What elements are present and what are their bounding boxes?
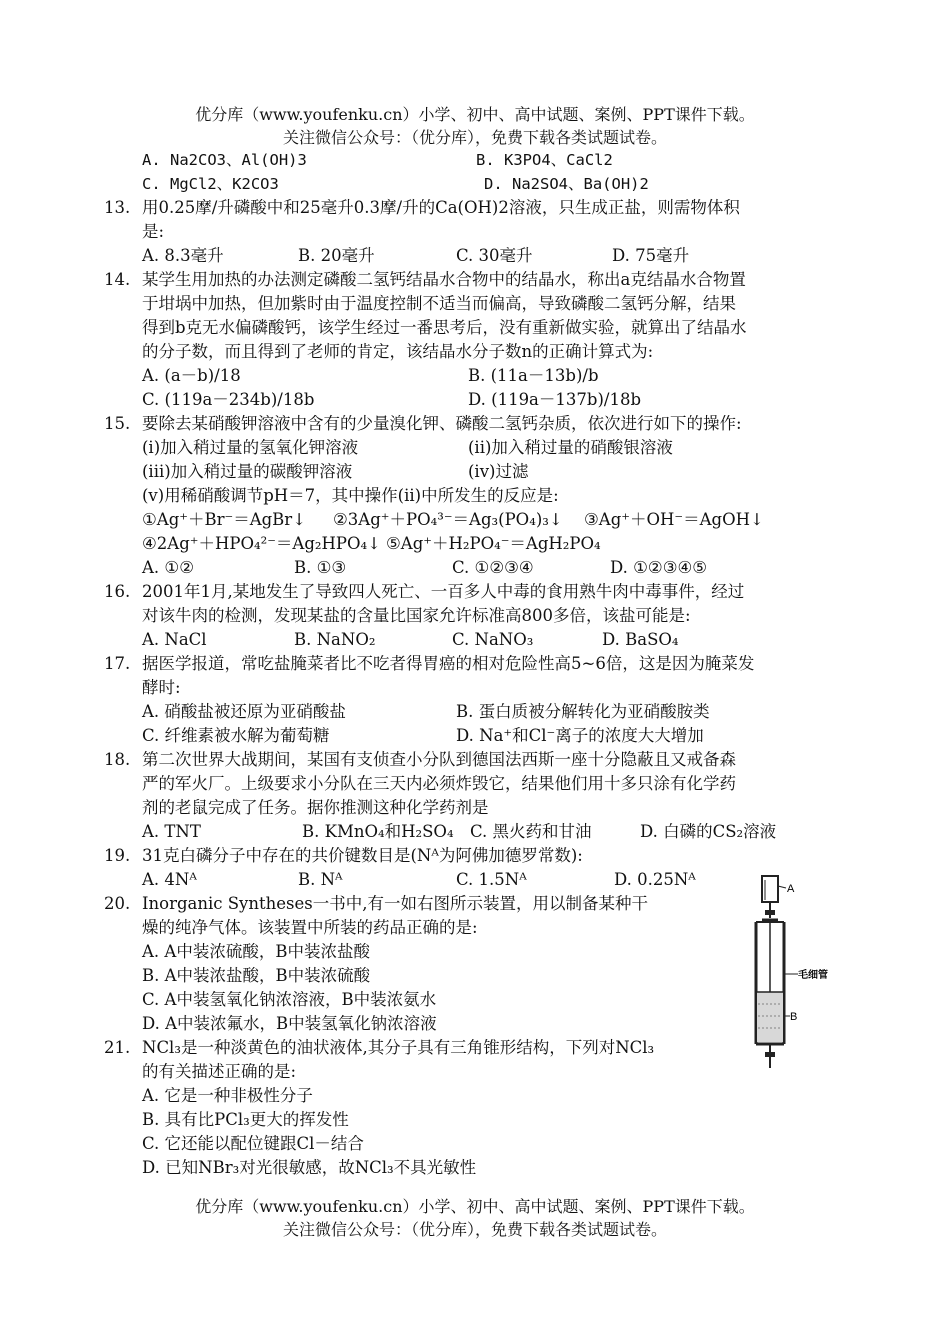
label-b: B — [790, 1011, 798, 1023]
q17-option-a: A. 硝酸盐被还原为亚硝酸盐 — [142, 702, 346, 721]
q14-option-b: B. (11a－13b)/b — [468, 366, 599, 385]
q15-reaction-1: ①Ag⁺＋Br⁻＝AgBr↓ — [142, 510, 307, 529]
q21-option-b: B. 具有比PCl₃更大的挥发性 — [142, 1110, 349, 1129]
q17-option-b: B. 蛋白质被分解转化为亚硝酸胺类 — [456, 702, 710, 721]
q21-stem-line2: 的有关描述正确的是: — [142, 1062, 297, 1081]
q15-reaction-5: ⑤Ag⁺＋H₂PO₄⁻＝AgH₂PO₄ — [386, 534, 601, 553]
q13-option-a: A. 8.3毫升 — [142, 246, 224, 265]
stopcock-upper — [765, 910, 775, 915]
q15-operation-5: (v)用稀硝酸调节pH＝7，其中操作(ii)中所发生的反应是: — [142, 486, 559, 505]
q17-stem-line1: 据医学报道，常吃盐腌菜者比不吃者得胃癌的相对危险性高5~6倍，这是因为腌菜发 — [142, 654, 755, 673]
q13-option-b: B. 20毫升 — [298, 246, 375, 265]
q18-option-b: B. KMnO₄和H₂SO₄ — [302, 822, 454, 841]
q15-reaction-2: ②3Ag⁺＋PO₄³⁻＝Ag₃(PO₄)₃↓ — [333, 510, 563, 529]
liquid-b — [757, 992, 783, 1042]
q19-stem-line1: 31克白磷分子中存在的共价键数目是(Nᴬ为阿佛加德罗常数): — [142, 846, 583, 865]
q20-stem-line1: Inorganic Syntheses一书中,有一如右图所示装置，用以制备某种干 — [142, 894, 648, 913]
q14-stem-line4: 的分子数，而且得到了老师的肯定，该结晶水分子数n的正确计算式为: — [142, 342, 654, 361]
q15-operation-3: (iii)加入稍过量的碳酸钾溶液 — [142, 462, 353, 481]
q18-stem-line2: 严的军火厂。上级要求小分队在三天内必须炸毁它，结果他们用十多只涂有化学药 — [142, 774, 736, 793]
q12-option-d: D. Na2SO4、Ba(OH)2 — [484, 175, 649, 193]
q15-option-c: C. ①②③④ — [452, 558, 534, 577]
label-a: A — [787, 883, 795, 895]
q20-option-a: A. A中装浓硫酸，B中装浓盐酸 — [142, 942, 370, 961]
q19-option-b: B. Nᴬ — [298, 870, 343, 889]
q15-number: 15. — [104, 414, 131, 433]
q21-stem-line1: NCl₃是一种淡黄色的油状液体,其分子具有三角锥形结构，下列对NCl₃ — [142, 1038, 655, 1057]
q18-stem-line1: 第二次世界大战期间，某国有支侦查小分队到德国法西斯一座十分隐蔽且又戒备森 — [142, 750, 736, 769]
q14-option-a: A. (a－b)/18 — [142, 366, 241, 385]
q16-option-b: B. NaNO₂ — [294, 630, 376, 649]
q20-option-b: B. A中装浓盐酸，B中装浓硫酸 — [142, 966, 371, 985]
q14-stem-line2: 于坩埚中加热，但加紫时由于温度控制不适当而偏高，导致磷酸二氢钙分解，结果 — [142, 294, 736, 313]
q21-number: 21. — [104, 1038, 131, 1057]
q20-stem-line2: 燥的纯净气体。该装置中所装的药品正确的是: — [142, 918, 478, 937]
q15-operation-2: (ii)加入稍过量的硝酸银溶液 — [468, 438, 673, 457]
q14-stem-line3: 得到b克无水偏磷酸钙，该学生经过一番思考后，没有重新做实验，就算出了结晶水 — [142, 318, 747, 337]
apparatus-figure — [752, 874, 832, 1070]
page-header-line2: 关注微信公众号：（优分库），免费下载各类试题试卷。 — [282, 128, 667, 147]
q17-stem-line2: 酵时: — [142, 678, 181, 697]
q20-option-d: D. A中装浓氟水，B中装氢氧化钠浓溶液 — [142, 1014, 437, 1033]
q16-option-d: D. BaSO₄ — [602, 630, 679, 649]
q18-stem-line3: 剂的老鼠完成了任务。据你推测这种化学药剂是 — [142, 798, 489, 817]
q14-option-c: C. (119a－234b)/18b — [142, 390, 315, 409]
page-header-line1: 优分库（www.youfenku.cn）小学、初中、高中试题、案例、PPT课件下载。 — [195, 105, 755, 124]
q21-option-c: C. 它还能以配位键跟Cl－结合 — [142, 1134, 364, 1153]
funnel-a-body — [762, 876, 778, 902]
q14-number: 14. — [104, 270, 131, 289]
q16-stem-line1: 2001年1月,某地发生了导致四人死亡、一百多人中毒的食用熟牛肉中毒事件，经过 — [142, 582, 745, 601]
q13-stem-line2: 是: — [142, 222, 165, 241]
q16-option-c: C. NaNO₃ — [452, 630, 534, 649]
q15-stem-line1: 要除去某硝酸钾溶液中含有的少量溴化钾、磷酸二氢钙杂质，依次进行如下的操作: — [142, 414, 742, 433]
q18-number: 18. — [104, 750, 131, 769]
q13-stem-line1: 用0.25摩/升磷酸中和25毫升0.3摩/升的Ca(OH)2溶液，只生成正盐，则需物体积 — [142, 198, 740, 217]
q21-option-d: D. 已知NBr₃对光很敏感，故NCl₃不具光敏性 — [142, 1158, 477, 1177]
q18-option-a: A. TNT — [142, 822, 201, 841]
q17-option-c: C. 纤维素被水解为葡萄糖 — [142, 726, 330, 745]
q13-option-c: C. 30毫升 — [456, 246, 533, 265]
q19-option-a: A. 4Nᴬ — [142, 870, 197, 889]
q16-stem-line2: 对该牛肉的检测，发现某盐的含量比国家允许标准高800多倍，该盐可能是: — [142, 606, 691, 625]
q15-reaction-3: ③Ag⁺＋OH⁻＝AgOH↓ — [584, 510, 764, 529]
stopcock-lower — [765, 1052, 775, 1057]
q21-option-a: A. 它是一种非极性分子 — [142, 1086, 313, 1105]
q15-option-a: A. ①② — [142, 558, 194, 577]
q18-option-c: C. 黑火药和甘油 — [470, 822, 592, 841]
q14-option-d: D. (119a－137b)/18b — [468, 390, 642, 409]
q12-option-b: B. K3PO4、CaCl2 — [476, 151, 613, 169]
q16-number: 16. — [104, 582, 131, 601]
q20-option-c: C. A中装氢氧化钠浓溶液，B中装浓氨水 — [142, 990, 437, 1009]
q13-option-d: D. 75毫升 — [612, 246, 690, 265]
q15-operation-4: (iv)过滤 — [468, 462, 529, 481]
q16-option-a: A. NaCl — [142, 630, 207, 649]
q17-number: 17. — [104, 654, 131, 673]
q12-option-a: A. Na2CO3、Al(OH)3 — [142, 151, 307, 169]
q19-option-c: C. 1.5Nᴬ — [456, 870, 527, 889]
q19-option-d: D. 0.25Nᴬ — [614, 870, 696, 889]
q15-option-b: B. ①③ — [294, 558, 347, 577]
label-capillary: 毛细管 — [798, 970, 828, 981]
q15-operation-1: (i)加入稍过量的氢氧化钾溶液 — [142, 438, 359, 457]
page-footer-line2: 关注微信公众号：（优分库），免费下载各类试题试卷。 — [282, 1220, 667, 1239]
page-footer-line1: 优分库（www.youfenku.cn）小学、初中、高中试题、案例、PPT课件下载。 — [195, 1197, 755, 1216]
q15-reaction-4: ④2Ag⁺＋HPO₄²⁻＝Ag₂HPO₄↓ — [142, 534, 381, 553]
q12-option-c: C. MgCl2、K2CO3 — [142, 175, 279, 193]
q15-option-d: D. ①②③④⑤ — [610, 558, 708, 577]
q20-number: 20. — [104, 894, 131, 913]
label-pointer-a — [778, 886, 786, 888]
q13-number: 13. — [104, 198, 131, 217]
q14-stem-line1: 某学生用加热的办法测定磷酸二氢钙结晶水合物中的结晶水，称出a克结晶水合物置 — [142, 270, 746, 289]
q18-option-d: D. 白磷的CS₂溶液 — [640, 822, 777, 841]
q17-option-d: D. Na⁺和Cl⁻离子的浓度大大增加 — [456, 726, 704, 745]
q19-number: 19. — [104, 846, 131, 865]
